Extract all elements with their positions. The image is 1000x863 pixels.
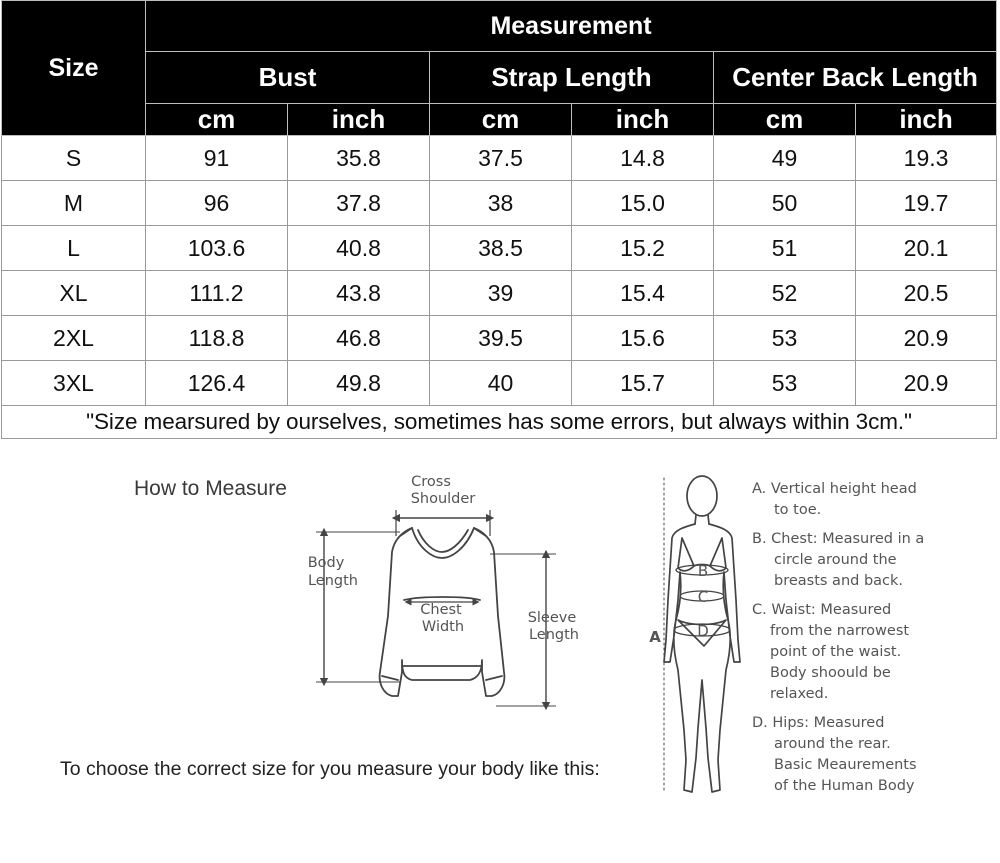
cross-shoulder-label: Shoulder (410, 491, 476, 507)
definition-line: breasts and back. (774, 573, 904, 589)
body-letter-a: A (649, 628, 661, 646)
table-cell: 49 (714, 136, 856, 181)
size-cell: L (2, 226, 146, 271)
table-cell: 20.1 (856, 226, 997, 271)
definition-line: circle around the (774, 552, 897, 568)
table-cell: 50 (714, 181, 856, 226)
table-cell: 37.8 (288, 181, 430, 226)
table-cell: 20.9 (856, 316, 997, 361)
unit-header: cm (430, 104, 572, 136)
table-cell: 14.8 (572, 136, 714, 181)
table-cell: 103.6 (146, 226, 288, 271)
unit-header: inch (288, 104, 430, 136)
table-cell: 49.8 (288, 361, 430, 406)
table-cell: 91 (146, 136, 288, 181)
table-cell: 39 (430, 271, 572, 316)
definition-line: A. Vertical height head (752, 481, 917, 497)
table-cell: 20.5 (856, 271, 997, 316)
table-cell: 39.5 (430, 316, 572, 361)
cross-shoulder-arrow (396, 510, 490, 536)
table-cell: 118.8 (146, 316, 288, 361)
table-cell: 53 (714, 316, 856, 361)
unit-header: inch (856, 104, 997, 136)
choose-size-instruction: To choose the correct size for you measure your body like this: (60, 758, 600, 780)
definition-line: C. Waist: Measured (752, 602, 892, 618)
group-header-strap-length: Strap Length (430, 52, 714, 104)
definition-line: to toe. (774, 502, 822, 518)
definition-line: around the rear. (774, 736, 891, 752)
table-cell: 46.8 (288, 316, 430, 361)
table-cell: 37.5 (430, 136, 572, 181)
body-letter-c: C (697, 588, 709, 606)
definition-line: point of the waist. (770, 644, 902, 660)
size-cell: M (2, 181, 146, 226)
table-row (2, 316, 997, 361)
body-length-label: Length (307, 573, 359, 589)
chest-width-label: Width (421, 619, 465, 635)
table-cell: 15.2 (572, 226, 714, 271)
table-cell: 15.7 (572, 361, 714, 406)
sleeve-length-label: Length (528, 627, 580, 643)
table-cell: 43.8 (288, 271, 430, 316)
table-cell: 15.4 (572, 271, 714, 316)
group-header-bust: Bust (146, 52, 430, 104)
measurement-definitions (752, 479, 992, 805)
table-cell: 96 (146, 181, 288, 226)
how-to-measure-title: How to Measure (134, 477, 287, 500)
unit-header: inch (572, 104, 714, 136)
table-cell: 15.0 (572, 181, 714, 226)
table-row (2, 361, 997, 406)
measurement-header: Measurement (146, 1, 997, 52)
table-row (2, 271, 997, 316)
table-row (2, 226, 997, 271)
body-letter-d: D (697, 622, 709, 640)
table-cell: 15.6 (572, 316, 714, 361)
definition-line: relaxed. (770, 686, 829, 702)
measurement-note: "Size mearsured by ourselves, sometimes has some errors, but always within 3cm." (2, 406, 997, 439)
definition-line: D. Hips: Measured (752, 715, 885, 731)
definition-c (752, 600, 992, 705)
body-letter-b: B (697, 562, 709, 580)
table-cell: 51 (714, 226, 856, 271)
group-header-center-back-length: Center Back Length (714, 52, 997, 104)
table-cell: 19.3 (856, 136, 997, 181)
definition-line: of the Human Body (774, 778, 915, 794)
table-cell: 53 (714, 361, 856, 406)
size-chart-table (1, 0, 997, 439)
table-cell: 111.2 (146, 271, 288, 316)
definition-line: Basic Meaurements (774, 757, 917, 773)
chest-width-label: Chest (420, 602, 462, 618)
definition-b (752, 529, 992, 592)
table-row (2, 136, 997, 181)
table-cell: 35.8 (288, 136, 430, 181)
size-cell: XL (2, 271, 146, 316)
definition-d (752, 713, 992, 797)
definition-line: Body shoould be (770, 665, 891, 681)
size-cell: S (2, 136, 146, 181)
unit-header: cm (714, 104, 856, 136)
table-cell: 38.5 (430, 226, 572, 271)
table-cell: 126.4 (146, 361, 288, 406)
table-row (2, 181, 997, 226)
table-cell: 40 (430, 361, 572, 406)
definition-a (752, 479, 992, 521)
sleeve-length-label: Sleeve (527, 610, 577, 626)
size-cell: 2XL (2, 316, 146, 361)
unit-header: cm (146, 104, 288, 136)
cross-shoulder-label: Cross (411, 474, 451, 490)
table-cell: 52 (714, 271, 856, 316)
table-cell: 38 (430, 181, 572, 226)
note-row (2, 406, 997, 439)
definition-line: from the narrowest (770, 623, 910, 639)
body-length-label: Body (307, 555, 345, 571)
size-column-header: Size (2, 1, 146, 136)
size-cell: 3XL (2, 361, 146, 406)
table-cell: 20.9 (856, 361, 997, 406)
definition-line: B. Chest: Measured in a (752, 531, 925, 547)
table-cell: 19.7 (856, 181, 997, 226)
table-cell: 40.8 (288, 226, 430, 271)
